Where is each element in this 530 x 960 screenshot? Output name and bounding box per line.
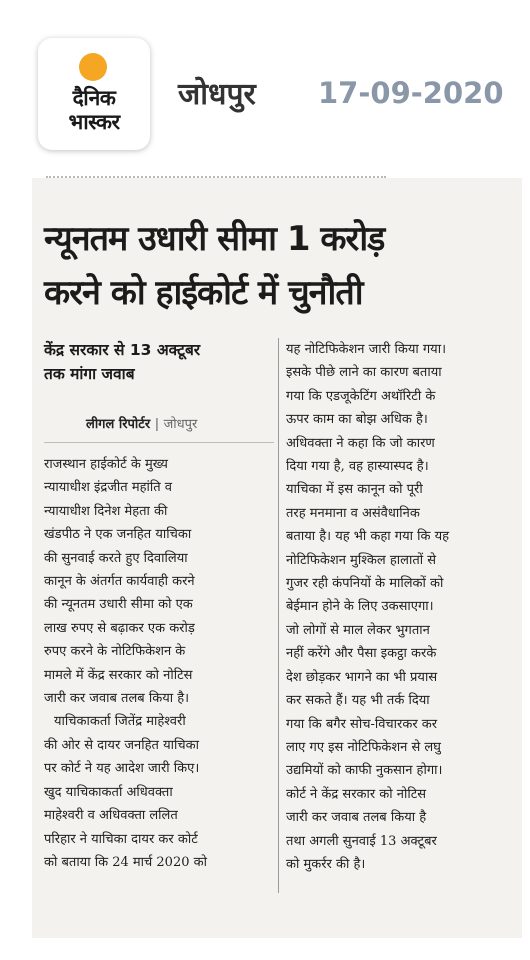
dainik-bhaskar-logo bbox=[38, 38, 150, 150]
text-line: कानून के अंतर्गत कार्यवाही करने bbox=[44, 574, 195, 590]
text-line: बेईमान होने के लिए उकसाएगा। bbox=[286, 599, 434, 615]
logo-text-line1: दैनिक bbox=[72, 86, 116, 110]
sun-icon bbox=[79, 53, 107, 81]
byline-reporter: लीगल रिपोर्टर bbox=[86, 417, 151, 432]
byline bbox=[44, 414, 274, 432]
text-line: खुद याचिकाकर्ता अधिवक्ता bbox=[44, 784, 173, 800]
text-line: को मुकर्रर की है। bbox=[286, 856, 366, 872]
article-body-left bbox=[44, 453, 274, 874]
text-line: माहेश्वरी व अधिवक्ता ललित bbox=[44, 808, 178, 824]
text-line: लाए गए इस नोटिफिकेशन से लघु bbox=[286, 739, 441, 755]
text-line: यह नोटिफिकेशन जारी किया गया। bbox=[286, 342, 447, 357]
text-line: याचिका में इस कानून को पूरी bbox=[286, 482, 423, 498]
article-column-left bbox=[44, 338, 274, 874]
text-line: कर सकते हैं। यह भी तर्क दिया bbox=[286, 693, 430, 709]
text-line: की ओर से दायर जनहित याचिका bbox=[44, 737, 199, 753]
headline-line: न्यूनतम उधारी सीमा 1 करोड़ bbox=[44, 219, 385, 259]
page-header bbox=[0, 0, 530, 165]
text-line: गुजर रही कंपनियों के मालिकों को bbox=[286, 576, 444, 592]
text-line: खंडपीठ ने एक जनहित याचिका bbox=[44, 527, 192, 543]
text-line: जारी कर जवाब तलब किया है bbox=[286, 810, 427, 826]
column-divider bbox=[278, 338, 279, 893]
text-line: की न्यूनतम उधारी सीमा को एक bbox=[44, 597, 193, 613]
headline bbox=[44, 212, 514, 320]
text-line: जो लोगों से माल लेकर भुगतान bbox=[286, 622, 430, 638]
text-line: तरह मनमाना व असंवैधानिक bbox=[286, 505, 420, 521]
subheadline-line: केंद्र सरकार से 13 अक्टूबर bbox=[44, 341, 201, 359]
text-line: तथा अगली सुनवाई 13 अक्टूबर bbox=[286, 833, 437, 849]
article-body-right bbox=[286, 338, 514, 876]
text-line: नोटिफिकेशन मुश्किल हालातों से bbox=[286, 552, 437, 568]
text-line: देश छोड़कर भागने का भी प्रयास bbox=[286, 669, 438, 685]
text-line: इसके पीछे लाने का कारण बताया bbox=[286, 365, 442, 381]
subheadline-line: तक मांगा जवाब bbox=[44, 365, 135, 383]
text-line: न्यायाधीश इंद्रजीत महांति व bbox=[44, 480, 173, 496]
logo-text-line2: भास्कर bbox=[68, 110, 120, 134]
text-line: जारी कर जवाब तलब किया है। bbox=[44, 691, 190, 707]
byline-separator: | bbox=[154, 417, 160, 432]
text-line: गया कि एडजूकेटिंग अथॉरिटी के bbox=[286, 388, 436, 404]
text-line: कोर्ट ने केंद्र सरकार को नोटिस bbox=[286, 786, 427, 802]
text-line: न्यायाधीश दिनेश मेहता की bbox=[44, 503, 168, 519]
text-line: ऊपर काम का बोझ अधिक है। bbox=[286, 412, 428, 428]
cropped-text-remnant bbox=[46, 176, 386, 188]
text-line: मामले में केंद्र सरकार को नोटिस bbox=[44, 667, 193, 683]
edition-city: जोधपुर bbox=[178, 77, 256, 112]
edition-date: 17-09-2020 bbox=[318, 76, 504, 110]
text-line: उद्यमियों को काफी नुकसान होगा। bbox=[286, 763, 443, 779]
article-column-right bbox=[286, 338, 514, 876]
text-line: याचिकाकर्ता जितेंद्र माहेश्वरी bbox=[54, 714, 186, 730]
subheadline bbox=[44, 338, 274, 386]
text-line: राजस्थान हाईकोर्ट के मुख्य bbox=[44, 457, 168, 472]
text-line: गया कि बगैर सोच-विचारकर कर bbox=[286, 716, 438, 732]
headline-line: करने को हाईकोर्ट में चुनौती bbox=[44, 273, 363, 313]
text-line: परिहार ने याचिका दायर कर कोर्ट bbox=[44, 831, 198, 847]
byline-place: जोधपुर bbox=[163, 417, 198, 432]
text-line: लाख रुपए से बढ़ाकर एक करोड़ bbox=[44, 620, 195, 636]
text-line: की सुनवाई करते हुए दिवालिया bbox=[44, 550, 188, 566]
text-line: नहीं करेंगे और पैसा इकट्ठा करके bbox=[286, 646, 437, 662]
text-line: पर कोर्ट ने यह आदेश जारी किए। bbox=[44, 761, 200, 777]
text-line: को बताया कि 24 मार्च 2020 को bbox=[44, 854, 207, 870]
text-line: रुपए करने के नोटिफिकेशन के bbox=[44, 644, 186, 660]
byline-rule bbox=[44, 442, 274, 443]
text-line: अधिवक्ता ने कहा कि जो कारण bbox=[286, 435, 435, 451]
text-line: दिया गया है, वह हास्यास्पद है। bbox=[286, 459, 429, 475]
text-line: बताया है। यह भी कहा गया कि यह bbox=[286, 529, 450, 545]
